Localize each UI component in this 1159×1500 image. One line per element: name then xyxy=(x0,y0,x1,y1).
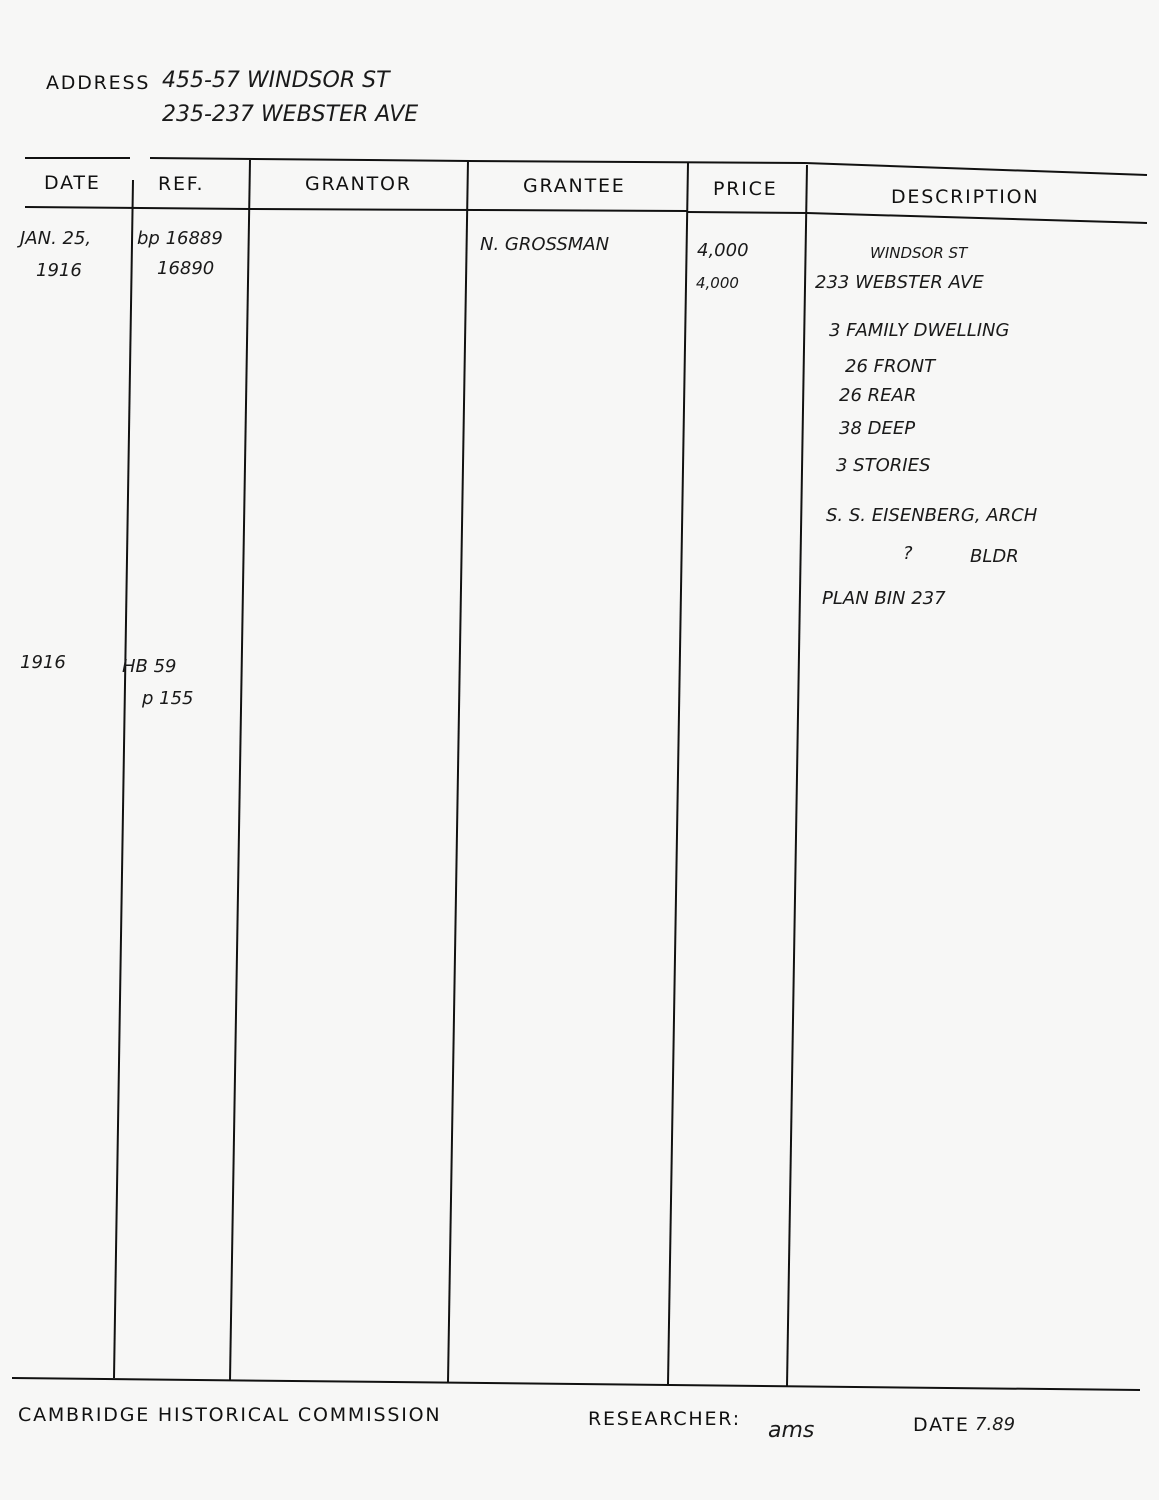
row-ref-line-1: HB 59 xyxy=(122,656,177,677)
row-date-line-2: 1916 xyxy=(36,260,82,281)
column-header-ref: REF. xyxy=(158,173,205,195)
description-line: 3 FAMILY DWELLING xyxy=(829,320,1010,341)
column-header-description: DESCRIPTION xyxy=(891,186,1040,208)
row-price-line-1: 4,000 xyxy=(697,240,749,261)
footer-date-label: DATE xyxy=(913,1414,970,1436)
description-line: 3 STORIES xyxy=(836,455,931,476)
researcher-signature: ams xyxy=(768,1418,815,1443)
footer-date-value: 7.89 xyxy=(975,1414,1016,1435)
column-header-date: DATE xyxy=(44,172,101,194)
description-line: S. S. EISENBERG, ARCH xyxy=(826,505,1038,526)
description-line: 38 DEEP xyxy=(839,418,916,439)
row-ref-line-2: 16890 xyxy=(157,258,215,279)
address-label: ADDRESS xyxy=(46,72,151,94)
description-line: PLAN BIN 237 xyxy=(822,588,946,609)
researcher-label: RESEARCHER: xyxy=(588,1408,741,1430)
column-header-price: PRICE xyxy=(713,178,778,200)
description-line: 26 REAR xyxy=(839,385,917,406)
row-ref-line-1: bp 16889 xyxy=(137,228,223,249)
row-grantee: N. GROSSMAN xyxy=(480,234,610,255)
description-line: 26 FRONT xyxy=(845,356,936,377)
column-header-grantor: GRANTOR xyxy=(305,173,412,195)
row-date-line-1: JAN. 25, xyxy=(20,228,92,249)
description-line: BLDR xyxy=(970,546,1019,567)
address-line-1: 455-57 WINDSOR ST xyxy=(162,68,390,93)
column-header-grantee: GRANTEE xyxy=(523,175,626,197)
row-price-line-2: 4,000 xyxy=(696,274,739,292)
description-line: WINDSOR ST xyxy=(870,244,968,262)
address-line-2: 235-237 WEBSTER AVE xyxy=(162,102,419,127)
description-line: 233 WEBSTER AVE xyxy=(815,272,984,293)
row-date-line-1: 1916 xyxy=(20,652,66,673)
commission-name: CAMBRIDGE HISTORICAL COMMISSION xyxy=(18,1404,442,1426)
description-line: ? xyxy=(903,543,913,564)
row-ref-line-2: p 155 xyxy=(142,688,194,709)
